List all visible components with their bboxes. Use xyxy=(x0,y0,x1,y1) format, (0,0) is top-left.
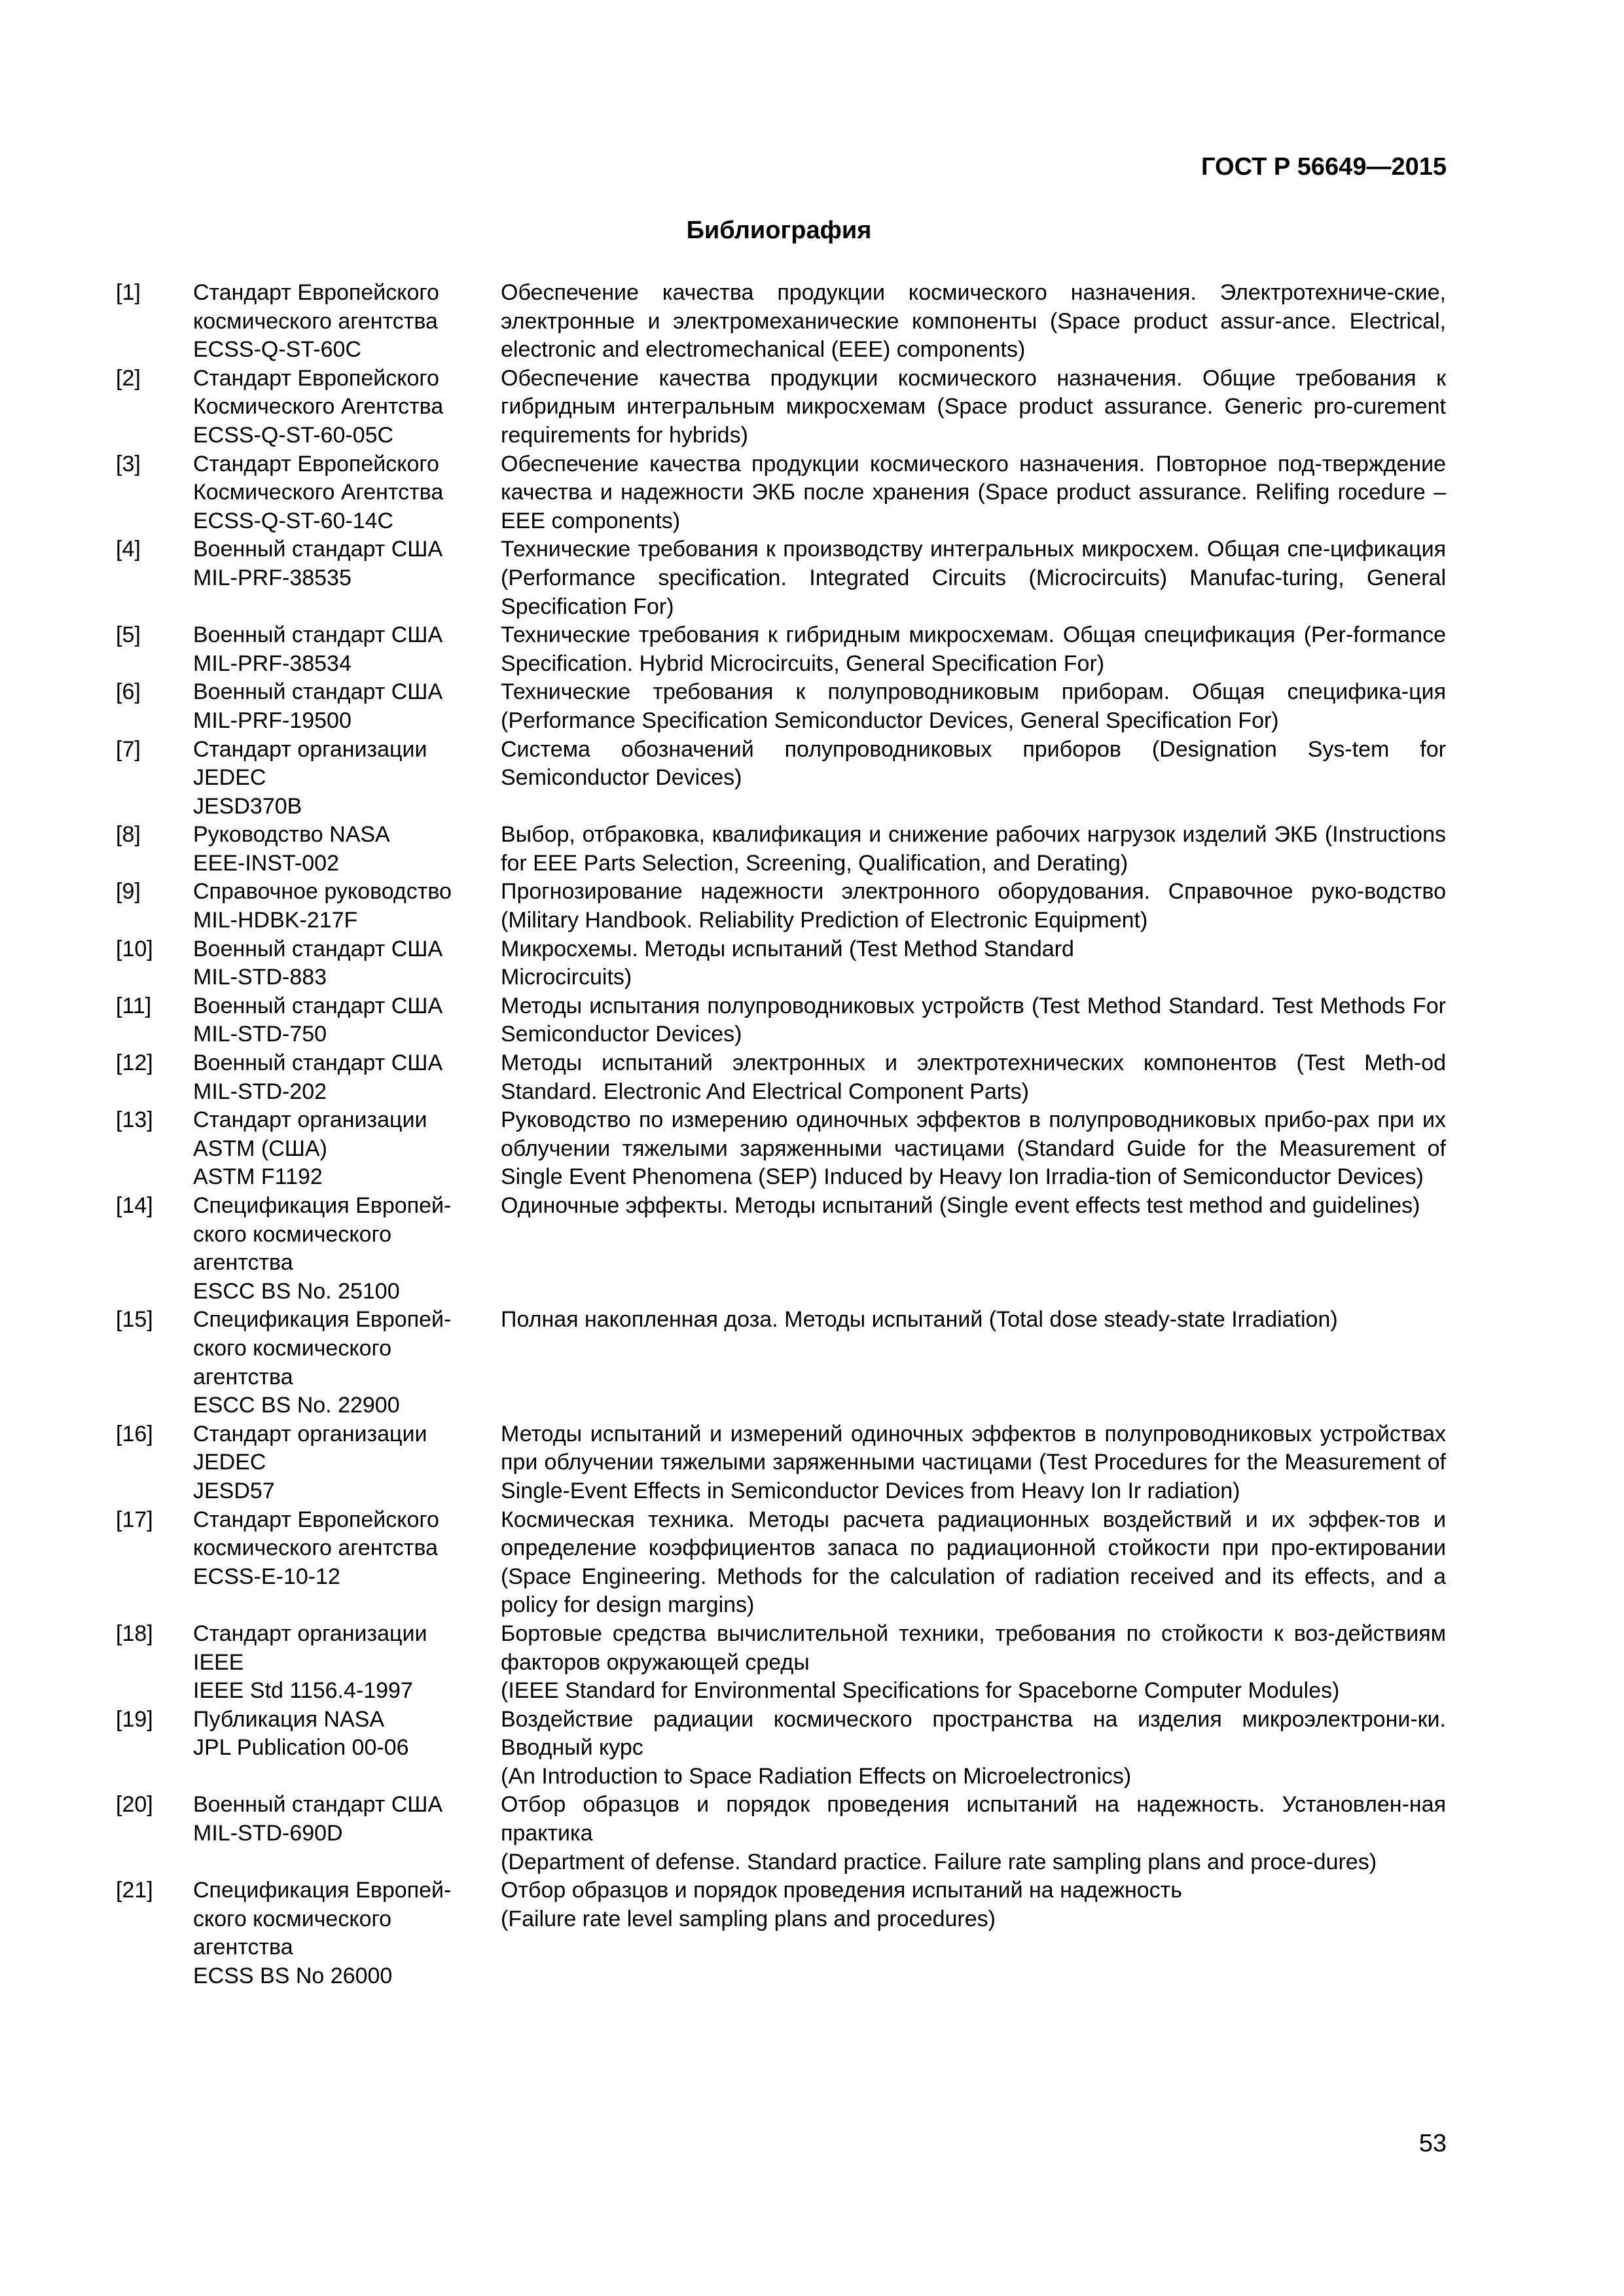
entry-description: Полная накопленная доза. Методы испытаний (Total dose steady-state Irradiation) xyxy=(501,1307,1338,1333)
entry-number: [3] xyxy=(116,451,141,476)
entry-source: Военный стандарт США MIL-STD-690D xyxy=(193,1792,443,1846)
entry-number: [9] xyxy=(116,879,141,905)
bibliography-entry xyxy=(116,621,1446,678)
entry-source: Военный стандарт США MIL-PRF-19500 xyxy=(193,679,443,733)
entry-description: Выбор, отбраковка, квалификация и снижение рабочих нагрузок изделий ЭКБ (Instructions for EEE Parts Selection, Screening, Qualification, and Derating) xyxy=(501,822,1446,876)
bibliography-entry xyxy=(116,1192,1446,1306)
entry-description: Методы испытаний и измерений одиночных эффектов в полупроводниковых устройствах при облучении тяжелыми заряженными частицами (Test Procedures for the Measurement of Single-Event Effects in Semiconductor Devices from Heavy Ion Ir radiation) xyxy=(501,1421,1446,1503)
entry-number: [16] xyxy=(116,1421,153,1446)
entry-number: [14] xyxy=(116,1193,153,1218)
bibliography-entry xyxy=(116,535,1446,621)
entry-description: Одиночные эффекты. Методы испытаний (Single event effects test method and guidelines) xyxy=(501,1193,1420,1218)
entry-number: [10] xyxy=(116,936,153,961)
entry-description: Технические требования к производству интегральных микросхем. Общая спе-цификация (Performance specification. Integrated Circuits (Microcircuits) Manufac-turing, General Specification For) xyxy=(501,537,1446,619)
entry-description: Технические требования к гибридным микросхемам. Общая спецификация (Per-formance Specification. Hybrid Microcircuits, General Specification For) xyxy=(501,622,1446,676)
bibliography-entry xyxy=(116,992,1446,1049)
entry-number: [15] xyxy=(116,1307,153,1333)
entry-description: Технические требования к полупроводниковым приборам. Общая специфика-ция (Performance Specification Semiconductor Devices, General Specification For) xyxy=(501,679,1446,733)
entry-description: Воздействие радиации космического пространства на изделия микроэлектрони-ки. Вводный курс (An Introduction to Space Radiation Effects on Microelectronics) xyxy=(501,1706,1446,1789)
document-code: ГОСТ Р 56649—2015 xyxy=(1201,153,1447,181)
entry-source: Стандарт организации JEDEC JESD370B xyxy=(193,736,427,819)
entry-source: Военный стандарт США MIL-STD-750 xyxy=(193,993,443,1047)
bibliography-list xyxy=(116,279,1446,1991)
entry-description: Обеспечение качества продукции космического назначения. Повторное под-тверждение качества и надежности ЭКБ после хранения (Space product assurance. Relifing rocedure – EEE components) xyxy=(501,451,1446,533)
entry-number: [19] xyxy=(116,1706,153,1732)
entry-source: Публикация NASA JPL Publication 00-06 xyxy=(193,1706,409,1761)
entry-number: [20] xyxy=(116,1792,153,1818)
entry-description: Бортовые средства вычислительной техники, требования по стойкости к воз-действиям факторов окружающей среды (IEEE Standard for Environmental Specifications for Spaceborne Computer Modules) xyxy=(501,1621,1446,1704)
entry-number: [11] xyxy=(116,993,152,1018)
bibliography-entry xyxy=(116,1791,1446,1876)
entry-source: Военный стандарт США MIL-STD-202 xyxy=(193,1050,443,1104)
entry-source: Стандарт Европейского Космического Агентства ECSS-Q-ST-60-05C xyxy=(193,365,444,448)
entry-number: [5] xyxy=(116,622,141,648)
bibliography-entry xyxy=(116,678,1446,735)
bibliography-entry xyxy=(116,736,1446,821)
entry-description: Обеспечение качества продукции космического назначения. Общие требования к гибридным интегральным микросхемам (Space product assurance. Generic pro-curement requirements for hybrids) xyxy=(501,365,1446,448)
entry-description: Отбор образцов и порядок проведения испытаний на надежность (Failure rate level sampling plans and procedures) xyxy=(501,1878,1182,1931)
bibliography-entry xyxy=(116,279,1446,365)
entry-source: Стандарт Европейского космического агентства ECSS-Q-ST-60C xyxy=(193,280,439,363)
entry-description: Микросхемы. Методы испытаний (Test Method Standard Microcircuits) xyxy=(501,936,1074,990)
entry-number: [4] xyxy=(116,537,141,562)
entry-number: [6] xyxy=(116,679,141,705)
entry-source: Спецификация Европей- ского космического агентства ESCC BS No. 22900 xyxy=(193,1307,452,1418)
entry-description: Обеспечение качества продукции космического назначения. Электротехниче-ские, электронные и электромеханические компоненты (Space product assur-ance. Electrical, electronic and electromechanical (EEE) components) xyxy=(501,280,1446,363)
entry-source: Руководство NASA EEE-INST-002 xyxy=(193,822,390,876)
bibliography-entry xyxy=(116,1706,1446,1791)
entry-number: [1] xyxy=(116,280,141,305)
page-number: 53 xyxy=(1418,2130,1447,2157)
entry-description: Система обозначений полупроводниковых приборов (Designation Sys-tem for Semiconductor Devices) xyxy=(501,736,1446,791)
entry-description: Отбор образцов и порядок проведения испытаний на надежность. Установлен-ная практика (Department of defense. Standard practice. Failure rate sampling plans and proce-dures) xyxy=(501,1792,1446,1874)
entry-number: [18] xyxy=(116,1621,153,1646)
entry-source: Военный стандарт США MIL-PRF-38535 xyxy=(193,537,443,590)
bibliography-entry xyxy=(116,1049,1446,1106)
entry-source: Военный стандарт США MIL-STD-883 xyxy=(193,936,443,990)
entry-description: Методы испытания полупроводниковых устройств (Test Method Standard. Test Methods For Semiconductor Devices) xyxy=(501,993,1446,1047)
entry-description: Прогнозирование надежности электронного оборудования. Справочное руко-водство (Military Handbook. Reliability Prediction of Electronic Equipment) xyxy=(501,879,1446,933)
entry-number: [13] xyxy=(116,1107,153,1133)
entry-number: [8] xyxy=(116,822,141,848)
bibliography-entry xyxy=(116,1106,1446,1192)
bibliography-entry xyxy=(116,1306,1446,1420)
bibliography-entry xyxy=(116,365,1446,450)
entry-source: Спецификация Европей- ского космического агентства ECSS BS No 26000 xyxy=(193,1878,452,1989)
bibliography-entry xyxy=(116,1876,1446,1990)
entry-description: Руководство по измерению одиночных эффектов в полупроводниковых прибо-рах при их облучении тяжелыми заряженными частицами (Standard Guide for the Measurement of Single Event Phenomena (SEP) Induced by Heavy Ion Irradia-tion of Semiconductor Devices) xyxy=(501,1107,1446,1190)
entry-number: [12] xyxy=(116,1050,153,1076)
page-title: Библиография xyxy=(686,217,872,244)
entry-number: [2] xyxy=(116,365,141,391)
bibliography-entry xyxy=(116,935,1446,992)
entry-source: Военный стандарт США MIL-PRF-38534 xyxy=(193,622,443,676)
entry-source: Стандарт организации JEDEC JESD57 xyxy=(193,1421,427,1503)
entry-source: Стандарт Европейского космического агентства ECSS-E-10-12 xyxy=(193,1507,439,1589)
entry-source: Стандарт организации ASTM (США) ASTM F1192 xyxy=(193,1107,427,1190)
entry-source: Стандарт организации IEEE IEEE Std 1156.4-1997 xyxy=(193,1621,427,1704)
bibliography-entry xyxy=(116,878,1446,935)
entry-number: [7] xyxy=(116,736,141,762)
bibliography-entry xyxy=(116,1420,1446,1506)
entry-number: [21] xyxy=(116,1878,153,1903)
entry-description: Космическая техника. Методы расчета радиационных воздействий и их эффек-тов и определение коэффициентов запаса по радиационной стойкости при про-ектировании (Space Engineering. Methods for the calculation of radiation received and its effects, and a policy for design margins) xyxy=(501,1507,1446,1618)
bibliography-entry xyxy=(116,821,1446,878)
entry-source: Спецификация Европей- ского космического агентства ESCC BS No. 25100 xyxy=(193,1193,452,1304)
entry-source: Справочное руководство MIL-HDBK-217F xyxy=(193,879,452,933)
entry-description: Методы испытаний электронных и электротехнических компонентов (Test Meth-od Standard. Electronic And Electrical Component Parts) xyxy=(501,1050,1446,1104)
entry-source: Стандарт Европейского Космического Агентства ECSS-Q-ST-60-14C xyxy=(193,451,444,533)
bibliography-entry xyxy=(116,1620,1446,1706)
bibliography-entry xyxy=(116,1506,1446,1620)
entry-number: [17] xyxy=(116,1507,153,1532)
bibliography-entry xyxy=(116,450,1446,536)
